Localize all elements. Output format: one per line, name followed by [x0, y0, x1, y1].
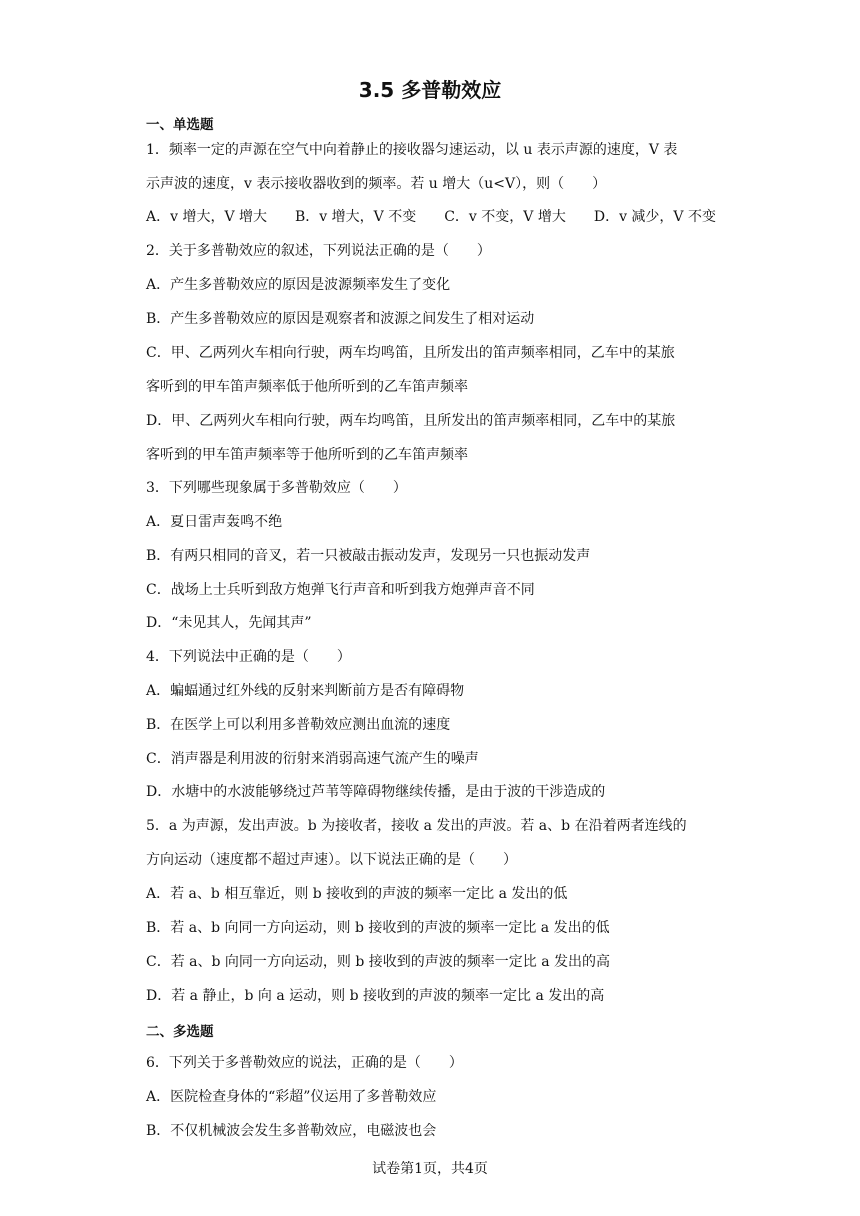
q6-option-b: B．不仅机械波会发生多普勒效应，电磁波也会	[146, 1123, 437, 1139]
q1-option-b: B．v 增大，V 不变	[295, 209, 417, 225]
q4-option-b: B．在医学上可以利用多普勒效应测出血流的速度	[146, 717, 451, 733]
q2-stem: 2．关于多普勒效应的叙述，下列说法正确的是（ ）	[146, 243, 491, 259]
q6-option-a: A．医院检查身体的“彩超”仪运用了多普勒效应	[146, 1089, 437, 1105]
page-footer: 试卷第1页，共4页	[372, 1161, 488, 1177]
q1-stem-line2: 示声波的速度，v 表示接收器收到的频率。若 u 增大（u<V），则（ ）	[146, 176, 607, 192]
q6-stem: 6．下列关于多普勒效应的说法，正确的是（ ）	[146, 1055, 463, 1071]
q4-option-a: A．蝙蝠通过红外线的反射来判断前方是否有障碍物	[146, 683, 465, 699]
q2-option-c-line2: 客听到的甲车笛声频率低于他所听到的乙车笛声频率	[146, 379, 468, 395]
q3-option-a: A．夏日雷声轰鸣不绝	[146, 514, 283, 530]
q2-option-b: B．产生多普勒效应的原因是观察者和波源之间发生了相对运动	[146, 311, 535, 327]
q1-options	[146, 207, 716, 227]
q1-stem-line1: 1．频率一定的声源在空气中向着静止的接收器匀速运动，以 u 表示声源的速度，V 表	[146, 142, 678, 158]
q5-option-d: D．若 a 静止，b 向 a 运动，则 b 接收到的声波的频率一定比 a 发出的高	[146, 988, 605, 1004]
q3-option-b: B．有两只相同的音叉，若一只被敲击振动发声，发现另一只也振动发声	[146, 548, 591, 564]
q4-option-d: D．水塘中的水波能够绕过芦苇等障碍物继续传播，是由于波的干涉造成的	[146, 784, 606, 800]
q5-option-c: C．若 a、b 向同一方向运动，则 b 接收到的声波的频率一定比 a 发出的高	[146, 954, 611, 970]
page-title: 3.5 多普勒效应	[358, 78, 502, 102]
q5-option-b: B．若 a、b 向同一方向运动，则 b 接收到的声波的频率一定比 a 发出的低	[146, 920, 610, 936]
q5-stem-line2: 方向运动（速度都不超过声速）。以下说法正确的是（ ）	[146, 852, 517, 868]
q2-option-d-line2: 客听到的甲车笛声频率等于他所听到的乙车笛声频率	[146, 447, 468, 463]
q1-option-d: D．v 减少，V 不变	[593, 209, 716, 225]
q5-option-a: A．若 a、b 相互靠近，则 b 接收到的声波的频率一定比 a 发出的低	[146, 886, 568, 902]
q4-stem: 4．下列说法中正确的是（ ）	[146, 649, 351, 665]
q2-option-d-line1: D．甲、乙两列火车相向行驶，两车均鸣笛，且所发出的笛声频率相同，乙车中的某旅	[146, 413, 676, 429]
q5-stem-line1: 5．a 为声源，发出声波。b 为接收者，接收 a 发出的声波。若 a、b 在沿着两者连线的	[146, 818, 687, 834]
section-heading-multiple-choice: 二、多选题	[146, 1024, 214, 1040]
q3-stem: 3．下列哪些现象属于多普勒效应（ ）	[146, 480, 407, 496]
q4-option-c: C．消声器是利用波的衍射来消弱高速气流产生的噪声	[146, 751, 479, 767]
q1-option-c: C．v 不变，V 增大	[444, 209, 566, 225]
q1-option-a: A．v 增大，V 增大	[146, 209, 268, 225]
q2-option-a: A．产生多普勒效应的原因是波源频率发生了变化	[146, 277, 451, 293]
q3-option-d: D．“未见其人，先闻其声”	[146, 615, 312, 631]
section-heading-single-choice: 一、单选题	[146, 117, 214, 133]
q2-option-c-line1: C．甲、乙两列火车相向行驶，两车均鸣笛，且所发出的笛声频率相同，乙车中的某旅	[146, 345, 675, 361]
q3-option-c: C．战场上士兵听到敌方炮弹飞行声音和听到我方炮弹声音不同	[146, 582, 535, 598]
